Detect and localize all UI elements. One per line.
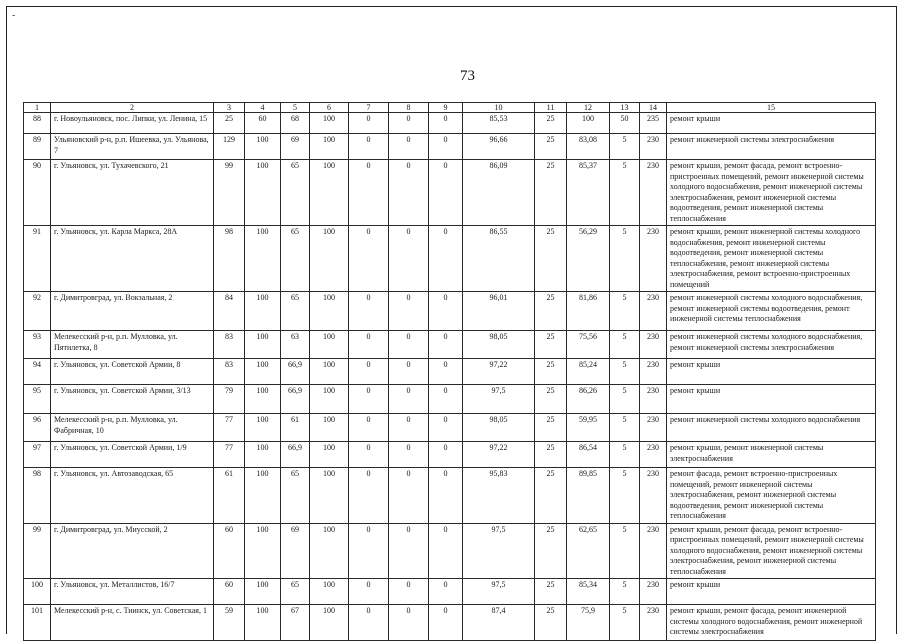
- value-cell: 100: [310, 292, 349, 331]
- column-header: 2: [51, 103, 214, 113]
- value-cell: 0: [349, 113, 389, 134]
- table-row: [24, 359, 876, 385]
- value-cell: 0: [429, 292, 463, 331]
- value-cell: 25: [535, 579, 567, 605]
- row-number-cell: 94: [24, 359, 51, 385]
- value-cell: 25: [535, 226, 567, 292]
- value-cell: 97,22: [463, 359, 535, 385]
- value-cell: 62,65: [567, 523, 610, 579]
- row-number-cell: 90: [24, 160, 51, 226]
- value-cell: 59,95: [567, 414, 610, 442]
- value-cell: 5: [610, 605, 640, 641]
- value-cell: 97,5: [463, 579, 535, 605]
- row-number-cell: 95: [24, 385, 51, 414]
- address-cell: г. Ульяновск, ул. Автозаводская, 65: [51, 468, 214, 524]
- value-cell: 230: [640, 442, 667, 468]
- value-cell: 96,01: [463, 292, 535, 331]
- value-cell: 77: [214, 414, 245, 442]
- value-cell: 84: [214, 292, 245, 331]
- value-cell: 60: [214, 523, 245, 579]
- value-cell: 81,86: [567, 292, 610, 331]
- row-number-cell: 92: [24, 292, 51, 331]
- value-cell: 0: [389, 292, 429, 331]
- table-row: [24, 292, 876, 331]
- address-cell: Мелекесский р-н, р.п. Мулловка, ул. Пятилетка, 8: [51, 331, 214, 359]
- value-cell: 100: [310, 468, 349, 524]
- value-cell: 69: [281, 523, 310, 579]
- value-cell: 87,4: [463, 605, 535, 641]
- value-cell: 100: [310, 113, 349, 134]
- value-cell: 96,66: [463, 134, 535, 160]
- value-cell: 0: [389, 579, 429, 605]
- row-number-cell: 96: [24, 414, 51, 442]
- value-cell: 0: [429, 468, 463, 524]
- registry-table: [23, 102, 876, 641]
- value-cell: 0: [349, 292, 389, 331]
- value-cell: 25: [535, 442, 567, 468]
- value-cell: 60: [245, 113, 281, 134]
- value-cell: 95,83: [463, 468, 535, 524]
- value-cell: 230: [640, 468, 667, 524]
- value-cell: 0: [429, 226, 463, 292]
- value-cell: 89,85: [567, 468, 610, 524]
- column-header: 8: [389, 103, 429, 113]
- column-header: 1: [24, 103, 51, 113]
- column-header: 7: [349, 103, 389, 113]
- value-cell: 61: [214, 468, 245, 524]
- value-cell: 60: [214, 579, 245, 605]
- value-cell: 97,5: [463, 523, 535, 579]
- value-cell: 0: [389, 385, 429, 414]
- column-header: 11: [535, 103, 567, 113]
- repair-works-cell: ремонт крыши: [667, 385, 876, 414]
- row-number-cell: 88: [24, 113, 51, 134]
- value-cell: 25: [214, 113, 245, 134]
- value-cell: 230: [640, 292, 667, 331]
- table-row: [24, 226, 876, 292]
- address-cell: г. Ульяновск, ул. Тухачевского, 21: [51, 160, 214, 226]
- table-row: [24, 134, 876, 160]
- column-header: 13: [610, 103, 640, 113]
- value-cell: 5: [610, 468, 640, 524]
- address-cell: г. Ульяновск, ул. Карла Маркса, 28А: [51, 226, 214, 292]
- value-cell: 77: [214, 442, 245, 468]
- value-cell: 75,56: [567, 331, 610, 359]
- value-cell: 235: [640, 113, 667, 134]
- repair-works-cell: ремонт крыши, ремонт инженерной системы электроснабжения: [667, 442, 876, 468]
- value-cell: 0: [429, 605, 463, 641]
- value-cell: 0: [429, 523, 463, 579]
- value-cell: 5: [610, 442, 640, 468]
- value-cell: 0: [349, 385, 389, 414]
- value-cell: 79: [214, 385, 245, 414]
- row-number-cell: 93: [24, 331, 51, 359]
- value-cell: 25: [535, 331, 567, 359]
- value-cell: 0: [429, 113, 463, 134]
- value-cell: 86,54: [567, 442, 610, 468]
- value-cell: 25: [535, 134, 567, 160]
- value-cell: 69: [281, 134, 310, 160]
- value-cell: 100: [245, 134, 281, 160]
- value-cell: 83,08: [567, 134, 610, 160]
- row-number-cell: 101: [24, 605, 51, 641]
- column-header: 9: [429, 103, 463, 113]
- row-number-cell: 98: [24, 468, 51, 524]
- repair-works-cell: ремонт крыши: [667, 579, 876, 605]
- address-cell: г. Ульяновск, ул. Советской Армии, 1/9: [51, 442, 214, 468]
- value-cell: 5: [610, 385, 640, 414]
- repair-works-cell: ремонт крыши: [667, 113, 876, 134]
- value-cell: 83: [214, 331, 245, 359]
- value-cell: 100: [310, 414, 349, 442]
- value-cell: 25: [535, 523, 567, 579]
- value-cell: 0: [389, 442, 429, 468]
- repair-works-cell: ремонт крыши, ремонт фасада, ремонт встроенно-пристроенных помещений, ремонт инженерной системы холодного водоснабжения, ремонт инженерной системы электроснабжения, ремонт инженерной системы теплоснабжения: [667, 523, 876, 579]
- value-cell: 100: [245, 579, 281, 605]
- value-cell: 230: [640, 523, 667, 579]
- table-row: [24, 523, 876, 579]
- column-header: 4: [245, 103, 281, 113]
- value-cell: 5: [610, 523, 640, 579]
- value-cell: 100: [245, 292, 281, 331]
- repair-works-cell: ремонт крыши, ремонт фасада, ремонт инженерной системы холодного водоснабжения, ремонт инженерной системы электроснабжения: [667, 605, 876, 641]
- value-cell: 100: [310, 226, 349, 292]
- column-header: 15: [667, 103, 876, 113]
- value-cell: 65: [281, 160, 310, 226]
- address-cell: Мелекесский р-н, р.п. Мулловка, ул. Фабричная, 10: [51, 414, 214, 442]
- value-cell: 25: [535, 359, 567, 385]
- value-cell: 100: [310, 579, 349, 605]
- value-cell: 25: [535, 113, 567, 134]
- value-cell: 0: [349, 605, 389, 641]
- value-cell: 100: [245, 523, 281, 579]
- value-cell: 98,05: [463, 414, 535, 442]
- value-cell: 5: [610, 134, 640, 160]
- repair-works-cell: ремонт крыши: [667, 359, 876, 385]
- value-cell: 230: [640, 605, 667, 641]
- value-cell: 50: [610, 113, 640, 134]
- value-cell: 83: [214, 359, 245, 385]
- value-cell: 0: [349, 134, 389, 160]
- page-number: 73: [460, 68, 475, 84]
- value-cell: 100: [310, 523, 349, 579]
- value-cell: 100: [245, 226, 281, 292]
- address-cell: г. Ульяновск, ул. Советской Армии, 8: [51, 359, 214, 385]
- value-cell: 66,9: [281, 442, 310, 468]
- value-cell: 0: [349, 160, 389, 226]
- value-cell: 56,29: [567, 226, 610, 292]
- value-cell: 25: [535, 605, 567, 641]
- value-cell: 0: [429, 414, 463, 442]
- repair-works-cell: ремонт крыши, ремонт инженерной системы холодного водоснабжения, ремонт инженерной системы водоотведения, ремонт инженерной системы теплоснабжения, ремонт инженерной системы электроснабжения, ремонт встроенно-пристроенных помещений: [667, 226, 876, 292]
- value-cell: 100: [245, 442, 281, 468]
- column-header: 10: [463, 103, 535, 113]
- value-cell: 65: [281, 292, 310, 331]
- value-cell: 100: [310, 442, 349, 468]
- value-cell: 100: [245, 468, 281, 524]
- value-cell: 100: [310, 359, 349, 385]
- value-cell: 230: [640, 331, 667, 359]
- value-cell: 0: [349, 468, 389, 524]
- value-cell: 0: [429, 385, 463, 414]
- address-cell: Мелекесский р-н, с. Тиинск, ул. Советская, 1: [51, 605, 214, 641]
- value-cell: 230: [640, 579, 667, 605]
- value-cell: 0: [349, 579, 389, 605]
- value-cell: 100: [310, 385, 349, 414]
- value-cell: 100: [245, 331, 281, 359]
- value-cell: 230: [640, 359, 667, 385]
- value-cell: 0: [349, 359, 389, 385]
- value-cell: 99: [214, 160, 245, 226]
- value-cell: 0: [389, 134, 429, 160]
- value-cell: 0: [429, 359, 463, 385]
- address-cell: Ульяновский р-н, р.п. Ишеевка, ул. Ульянова, 7: [51, 134, 214, 160]
- table-row: [24, 113, 876, 134]
- value-cell: 0: [349, 331, 389, 359]
- repair-works-cell: ремонт инженерной системы холодного водоснабжения: [667, 414, 876, 442]
- value-cell: 100: [310, 605, 349, 641]
- value-cell: 100: [567, 113, 610, 134]
- value-cell: 65: [281, 468, 310, 524]
- value-cell: 0: [349, 414, 389, 442]
- table-row: [24, 605, 876, 641]
- value-cell: 65: [281, 579, 310, 605]
- address-cell: г. Ульяновск, ул. Металлистов, 16/7: [51, 579, 214, 605]
- repair-works-cell: ремонт инженерной системы холодного водоснабжения, ремонт инженерной системы водоотведения, ремонт инженерной системы теплоснабжения: [667, 292, 876, 331]
- table-row: [24, 579, 876, 605]
- address-cell: г. Новоульяновск, пос. Липки, ул. Ленина, 15: [51, 113, 214, 134]
- value-cell: 100: [245, 385, 281, 414]
- value-cell: 0: [349, 226, 389, 292]
- value-cell: 66,9: [281, 385, 310, 414]
- repair-works-cell: ремонт инженерной системы холодного водоснабжения, ремонт инженерной системы электроснабжения: [667, 331, 876, 359]
- value-cell: 0: [429, 442, 463, 468]
- value-cell: 0: [389, 605, 429, 641]
- value-cell: 100: [310, 331, 349, 359]
- value-cell: 5: [610, 160, 640, 226]
- value-cell: 98: [214, 226, 245, 292]
- column-header: 5: [281, 103, 310, 113]
- value-cell: 5: [610, 331, 640, 359]
- value-cell: 129: [214, 134, 245, 160]
- value-cell: 85,24: [567, 359, 610, 385]
- value-cell: 85,37: [567, 160, 610, 226]
- value-cell: 5: [610, 359, 640, 385]
- row-number-cell: 97: [24, 442, 51, 468]
- corner-mark: -: [12, 10, 16, 21]
- value-cell: 25: [535, 292, 567, 331]
- value-cell: 0: [429, 331, 463, 359]
- value-cell: 0: [389, 468, 429, 524]
- value-cell: 0: [429, 134, 463, 160]
- value-cell: 230: [640, 414, 667, 442]
- address-cell: г. Ульяновск, ул. Советской Армии, 3/13: [51, 385, 214, 414]
- value-cell: 85,34: [567, 579, 610, 605]
- value-cell: 59: [214, 605, 245, 641]
- address-cell: г. Димитровград, ул. Вокзальная, 2: [51, 292, 214, 331]
- column-header: 3: [214, 103, 245, 113]
- table-row: [24, 385, 876, 414]
- value-cell: 0: [389, 226, 429, 292]
- value-cell: 0: [429, 160, 463, 226]
- value-cell: 97,22: [463, 442, 535, 468]
- value-cell: 100: [310, 134, 349, 160]
- value-cell: 97,5: [463, 385, 535, 414]
- value-cell: 67: [281, 605, 310, 641]
- value-cell: 0: [429, 579, 463, 605]
- value-cell: 0: [389, 523, 429, 579]
- repair-works-cell: ремонт фасада, ремонт встроенно-пристроенных помещений, ремонт инженерной системы электроснабжения, ремонт инженерной системы водоотведения, ремонт инженерной системы теплоснабжения: [667, 468, 876, 524]
- value-cell: 5: [610, 226, 640, 292]
- value-cell: 5: [610, 414, 640, 442]
- value-cell: 5: [610, 292, 640, 331]
- value-cell: 100: [245, 605, 281, 641]
- value-cell: 98,05: [463, 331, 535, 359]
- row-number-cell: 100: [24, 579, 51, 605]
- value-cell: 230: [640, 134, 667, 160]
- value-cell: 86,26: [567, 385, 610, 414]
- value-cell: 61: [281, 414, 310, 442]
- table-row: [24, 414, 876, 442]
- value-cell: 230: [640, 385, 667, 414]
- value-cell: 100: [310, 160, 349, 226]
- value-cell: 63: [281, 331, 310, 359]
- value-cell: 75,9: [567, 605, 610, 641]
- header-row: [24, 103, 876, 113]
- column-header: 14: [640, 103, 667, 113]
- value-cell: 100: [245, 160, 281, 226]
- value-cell: 0: [389, 414, 429, 442]
- value-cell: 0: [349, 442, 389, 468]
- value-cell: 230: [640, 226, 667, 292]
- value-cell: 68: [281, 113, 310, 134]
- table-row: [24, 468, 876, 524]
- value-cell: 0: [389, 359, 429, 385]
- table-row: [24, 442, 876, 468]
- column-header: 12: [567, 103, 610, 113]
- column-header: 6: [310, 103, 349, 113]
- value-cell: 0: [389, 113, 429, 134]
- value-cell: 65: [281, 226, 310, 292]
- row-number-cell: 91: [24, 226, 51, 292]
- value-cell: 25: [535, 385, 567, 414]
- repair-works-cell: ремонт крыши, ремонт фасада, ремонт встроенно-пристроенных помещений, ремонт инженерной системы холодного водоснабжения, ремонт инженерной системы электроснабжения, ремонт инженерной системы водоотведения, ремонт инженерной системы теплоснабжения: [667, 160, 876, 226]
- value-cell: 25: [535, 160, 567, 226]
- table-row: [24, 331, 876, 359]
- value-cell: 230: [640, 160, 667, 226]
- value-cell: 0: [389, 160, 429, 226]
- value-cell: 25: [535, 414, 567, 442]
- value-cell: 66,9: [281, 359, 310, 385]
- value-cell: 0: [349, 523, 389, 579]
- value-cell: 25: [535, 468, 567, 524]
- row-number-cell: 89: [24, 134, 51, 160]
- address-cell: г. Димитровград, ул. Миусской, 2: [51, 523, 214, 579]
- value-cell: 5: [610, 579, 640, 605]
- value-cell: 100: [245, 359, 281, 385]
- value-cell: 86,55: [463, 226, 535, 292]
- row-number-cell: 99: [24, 523, 51, 579]
- value-cell: 100: [245, 414, 281, 442]
- value-cell: 85,53: [463, 113, 535, 134]
- value-cell: 86,09: [463, 160, 535, 226]
- value-cell: 0: [389, 331, 429, 359]
- repair-works-cell: ремонт инженерной системы электроснабжения: [667, 134, 876, 160]
- table-row: [24, 160, 876, 226]
